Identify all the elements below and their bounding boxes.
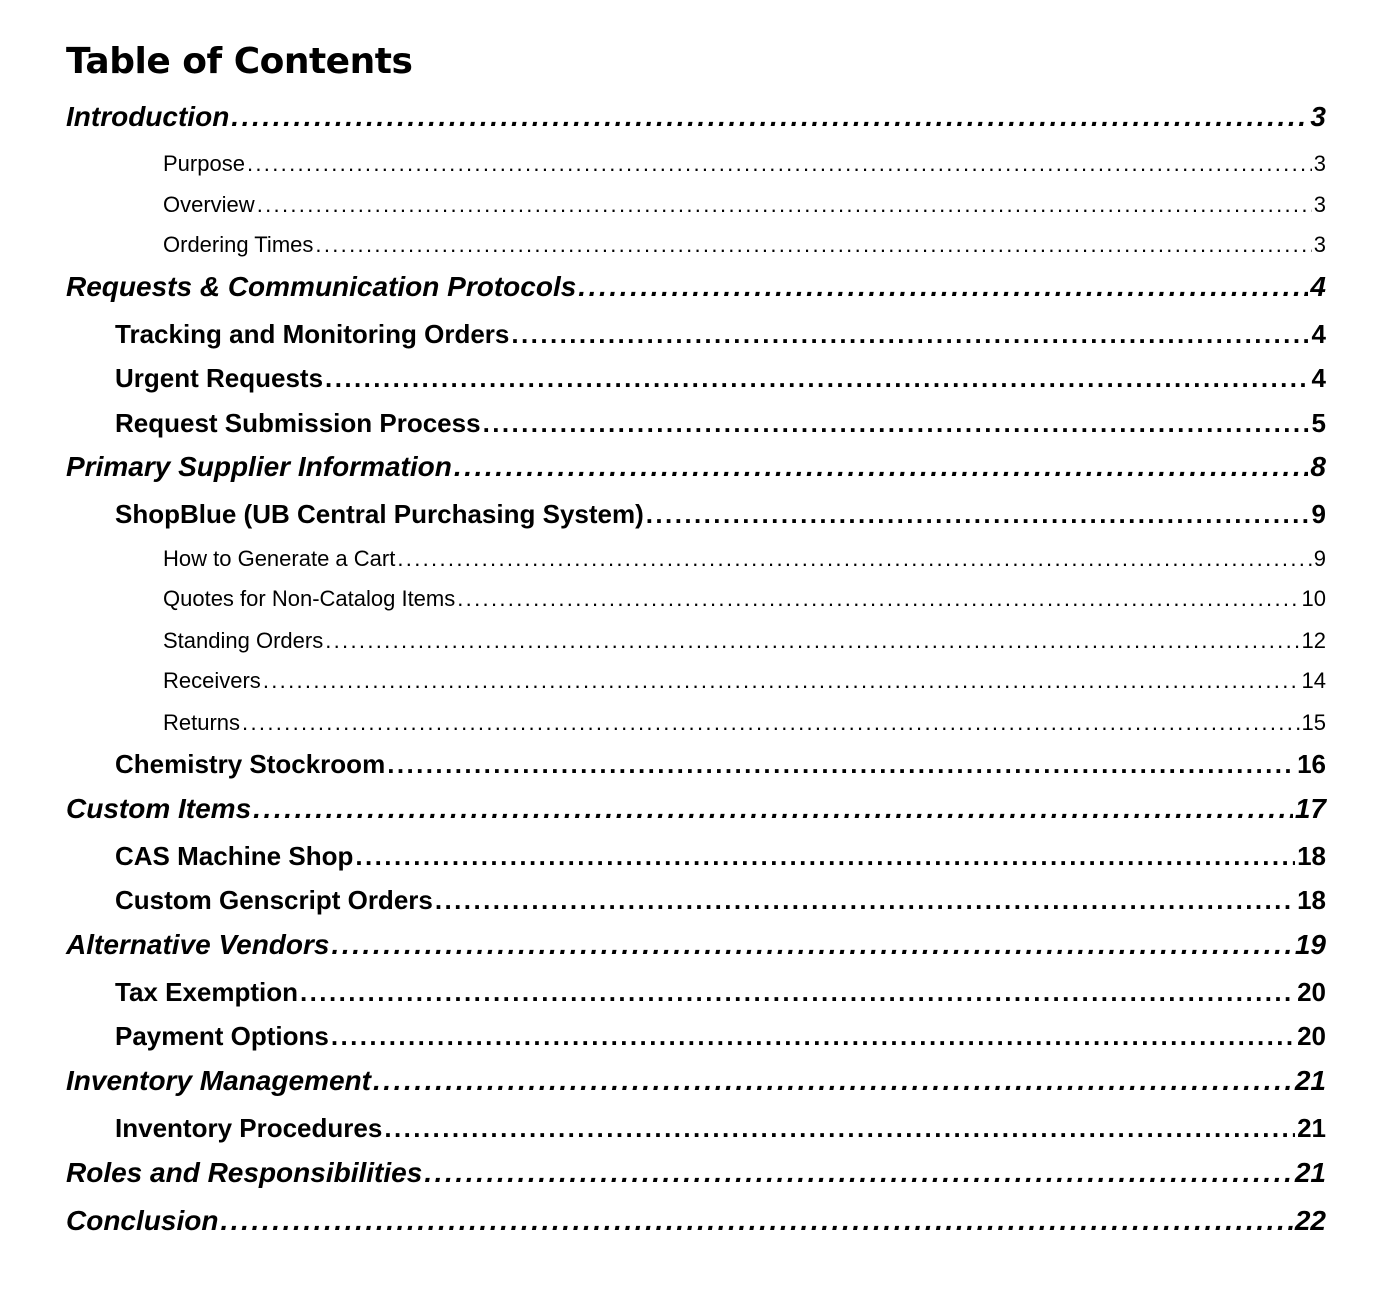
toc-entry-label[interactable]: Inventory Management	[66, 1065, 371, 1096]
dot-leader	[646, 500, 1310, 530]
toc-entry-page: 18	[1297, 885, 1326, 915]
toc-entry-label[interactable]: Inventory Procedures	[115, 1113, 383, 1143]
toc-entry-page: 16	[1297, 749, 1326, 779]
toc-entry-label[interactable]: How to Generate a Cart	[163, 546, 396, 571]
toc-entry-label[interactable]: ShopBlue (UB Central Purchasing System)	[115, 499, 644, 529]
toc-entry-cas-machine-shop[interactable]	[115, 842, 1326, 872]
toc-entry-label[interactable]: Chemistry Stockroom	[115, 749, 386, 779]
toc-entry-purpose[interactable]	[163, 151, 1326, 176]
dot-leader	[242, 710, 1299, 735]
dot-leader	[483, 409, 1310, 439]
toc-entry-label[interactable]: Custom Genscript Orders	[115, 885, 433, 915]
toc-entry-page: 4	[1311, 319, 1326, 349]
toc-entry-label[interactable]: Purpose	[163, 151, 245, 176]
toc-entry-custom-genscript[interactable]	[115, 886, 1326, 916]
dot-leader	[397, 546, 1311, 571]
toc-entry-tax-exemption[interactable]	[115, 978, 1326, 1008]
dot-leader	[315, 232, 1311, 257]
toc-entry-page: 15	[1301, 710, 1326, 735]
toc-entry-label[interactable]: Introduction	[66, 101, 230, 132]
toc-entry-receivers[interactable]	[163, 668, 1326, 693]
toc-entry-request-submission[interactable]	[115, 409, 1326, 439]
dot-leader	[424, 1157, 1293, 1189]
toc-title: Table of Contents	[66, 41, 413, 82]
toc-entry-page: 21	[1294, 1065, 1326, 1096]
dot-leader	[257, 192, 1312, 217]
toc-entry-roles-responsibilities[interactable]	[66, 1157, 1326, 1189]
toc-entry-label[interactable]: Quotes for Non-Catalog Items	[163, 586, 456, 611]
dot-leader	[387, 750, 1295, 780]
toc-entry-alternative-vendors[interactable]	[66, 929, 1326, 961]
dot-leader	[373, 1065, 1293, 1097]
toc-entry-label[interactable]: Overview	[163, 192, 255, 217]
toc-entry-introduction[interactable]	[66, 101, 1326, 133]
dot-leader	[263, 668, 1300, 693]
toc-entry-label[interactable]: Alternative Vendors	[66, 929, 330, 960]
toc-entry-page: 9	[1313, 546, 1326, 571]
toc-entry-inventory-procedures[interactable]	[115, 1114, 1326, 1144]
toc-entry-quotes-non-catalog[interactable]	[163, 586, 1326, 611]
toc-entry-standing-orders[interactable]	[163, 628, 1326, 653]
dot-leader	[231, 101, 1308, 133]
toc-entry-label[interactable]: Roles and Responsibilities	[66, 1157, 423, 1188]
toc-entry-inventory-management[interactable]	[66, 1065, 1326, 1097]
toc-entry-page: 18	[1297, 841, 1326, 871]
dot-leader	[457, 586, 1299, 611]
toc-entry-label[interactable]: Request Submission Process	[115, 408, 481, 438]
toc-entry-page: 3	[1313, 192, 1326, 217]
toc-entry-primary-supplier[interactable]	[66, 451, 1326, 483]
toc-entry-page: 20	[1297, 1021, 1326, 1051]
toc-entry-label[interactable]: Payment Options	[115, 1021, 329, 1051]
toc-entry-label[interactable]: CAS Machine Shop	[115, 841, 354, 871]
toc-entry-generate-cart[interactable]	[163, 546, 1326, 571]
toc-entry-requests-communication[interactable]	[66, 271, 1326, 303]
dot-leader	[454, 451, 1309, 483]
toc-entry-returns[interactable]	[163, 710, 1326, 735]
toc-entry-label[interactable]: Custom Items	[66, 793, 252, 824]
toc-entry-page: 19	[1294, 929, 1326, 960]
dot-leader	[325, 364, 1309, 394]
dot-leader	[578, 271, 1308, 303]
dot-leader	[253, 793, 1293, 825]
dot-leader	[435, 886, 1295, 916]
toc-entry-page: 4	[1311, 363, 1326, 393]
toc-entry-page: 21	[1297, 1113, 1326, 1143]
dot-leader	[511, 320, 1309, 350]
dot-leader	[331, 1022, 1295, 1052]
toc-entry-page: 8	[1310, 451, 1326, 482]
toc-entry-overview[interactable]	[163, 192, 1326, 217]
toc-entry-shopblue[interactable]	[115, 500, 1326, 530]
toc-entry-page: 12	[1301, 628, 1326, 653]
toc-entry-page: 9	[1311, 499, 1326, 529]
toc-entry-label[interactable]: Ordering Times	[163, 232, 314, 257]
toc-entry-urgent-requests[interactable]	[115, 364, 1326, 394]
toc-entry-label[interactable]: Returns	[163, 710, 241, 735]
toc-entry-page: 3	[1313, 151, 1326, 176]
toc-entry-page: 17	[1294, 793, 1326, 824]
toc-entry-label[interactable]: Conclusion	[66, 1205, 219, 1236]
toc-entry-label[interactable]: Tax Exemption	[115, 977, 299, 1007]
toc-entry-label[interactable]: Requests & Communication Protocols	[66, 271, 577, 302]
toc-entry-label[interactable]: Receivers	[163, 668, 261, 693]
toc-entry-ordering-times[interactable]	[163, 232, 1326, 257]
toc-entry-label[interactable]: Tracking and Monitoring Orders	[115, 319, 510, 349]
toc-entry-tracking-monitoring[interactable]	[115, 320, 1326, 350]
toc-entry-label[interactable]: Standing Orders	[163, 628, 324, 653]
toc-entry-page: 10	[1301, 586, 1326, 611]
toc-entry-conclusion[interactable]	[66, 1205, 1326, 1237]
toc-entry-label[interactable]: Urgent Requests	[115, 363, 324, 393]
toc-entry-page: 21	[1294, 1157, 1326, 1188]
toc-entry-chemistry-stockroom[interactable]	[115, 750, 1326, 780]
toc-entry-page: 14	[1301, 668, 1326, 693]
dot-leader	[247, 151, 1312, 176]
dot-leader	[384, 1114, 1295, 1144]
dot-leader	[220, 1205, 1292, 1237]
toc-entry-payment-options[interactable]	[115, 1022, 1326, 1052]
toc-entry-custom-items[interactable]	[66, 793, 1326, 825]
dot-leader	[355, 842, 1295, 872]
toc-entry-page: 3	[1313, 232, 1326, 257]
toc-entry-page: 3	[1310, 101, 1326, 132]
toc-entry-page: 20	[1297, 977, 1326, 1007]
toc-entry-page: 5	[1311, 408, 1326, 438]
dot-leader	[300, 978, 1295, 1008]
toc-entry-page: 4	[1310, 271, 1326, 302]
toc-entry-label[interactable]: Primary Supplier Information	[66, 451, 452, 482]
dot-leader	[325, 628, 1299, 653]
toc-entry-page: 22	[1294, 1205, 1326, 1236]
dot-leader	[331, 929, 1292, 961]
